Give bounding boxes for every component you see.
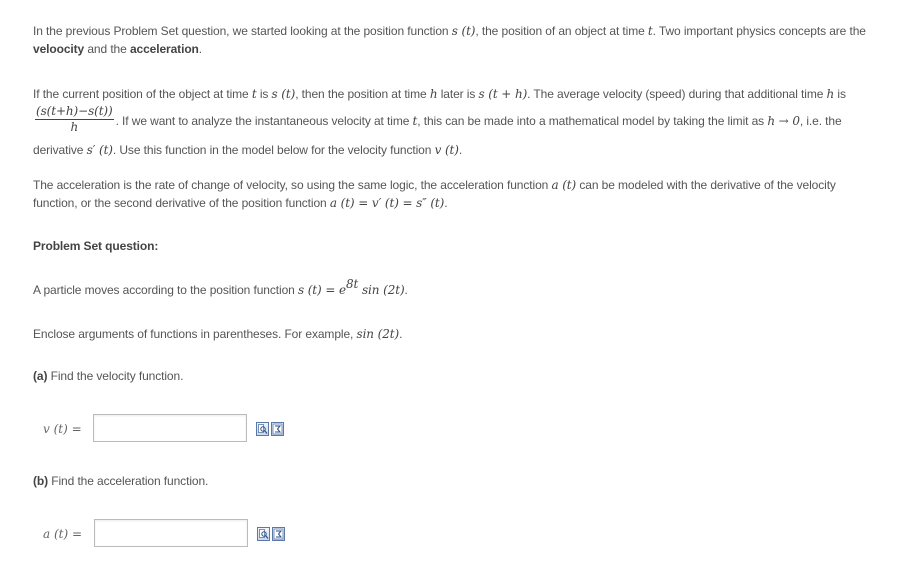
instruction-text-1: Enclose arguments of functions in parentheses. For example, (33, 327, 357, 341)
term-velocity: veloocity (33, 42, 85, 56)
fraction-numerator: (s(t+h)−s(t)) (36, 104, 113, 118)
math-h: h (826, 87, 835, 101)
intro-text-3: . Two important physics concepts are the (652, 24, 866, 38)
difference-quotient (35, 104, 114, 134)
vel-text-2: is (256, 87, 272, 101)
acc-text-2: can be modeled with the derivative of the velocity function, or the second derivative of the position function (33, 178, 836, 210)
velocity-answer-input[interactable] (93, 414, 247, 442)
problem-statement (33, 277, 873, 299)
math-t: t (412, 114, 418, 129)
vel-text-7: . If we want to analyze the instantaneous velocity at time (115, 114, 413, 129)
vel-text-9: , i.e. the derivative (33, 114, 842, 157)
vel-text-5: . The average velocity (speed) during that additional time (527, 87, 827, 101)
math-s-of-t: s (t) (451, 24, 476, 38)
velocity-paragraph (33, 81, 873, 163)
intro-text-2: , the position of an object at time (475, 24, 648, 38)
preview-icon[interactable] (256, 422, 269, 436)
intro-text-1: In the previous Problem Set question, we started looking at the position function (33, 24, 452, 38)
math-s-of-t: s (t) (271, 87, 296, 101)
part-a-text: Find the velocity function. (47, 369, 184, 383)
intro-paragraph (33, 22, 873, 58)
acceleration-answer-input[interactable] (94, 519, 248, 547)
math-derivative: s′ (t) (86, 143, 113, 157)
vel-text-1: If the current position of the object at time (33, 87, 252, 101)
problem-text: A particle moves according to the position function (33, 283, 298, 297)
math-t: t (647, 24, 653, 38)
instruction-text (33, 325, 873, 343)
equation-editor-icon[interactable] (272, 527, 285, 541)
math-position-lhs: s (t) = e (297, 283, 346, 297)
part-a-tag: (a) (33, 369, 48, 383)
math-exponent: 8t (346, 277, 359, 291)
vel-text-8: , this can be made into a mathematical model by taking the limit as (417, 114, 768, 129)
acc-text-1: The acceleration is the rate of change of velocity, so using the same logic, the acceleration function (33, 178, 552, 192)
problem-set-heading: Problem Set question: (33, 239, 159, 253)
vel-text-end: . (458, 143, 463, 157)
part-b-tag: (b) (33, 474, 49, 488)
vel-text-6: is (834, 87, 846, 101)
math-acceleration-equation: a (t) = v′ (t) = s″ (t) (329, 196, 445, 210)
math-position-rhs: sin (2t) (358, 283, 405, 297)
term-acceleration: acceleration (129, 42, 199, 56)
math-example: sin (2t) (356, 327, 400, 341)
vel-text-4: later is (437, 87, 479, 101)
math-t: t (251, 87, 257, 101)
intro-text-end: . (198, 42, 203, 56)
math-v-of-t: v (t) (434, 143, 459, 157)
intro-text-4: and the (84, 42, 130, 56)
math-h: h (429, 87, 438, 101)
vel-text-3: , then the position at time (295, 87, 430, 101)
problem-text-end: . (404, 283, 408, 297)
velocity-label: v (t) = (43, 422, 82, 436)
part-b-prompt (33, 472, 873, 490)
math-a-of-t: a (t) (551, 178, 577, 192)
part-a-prompt (33, 367, 873, 385)
math-s-of-t-plus-h: s (t + h) (478, 87, 528, 101)
preview-icon[interactable] (257, 527, 270, 541)
acceleration-label: a (t) = (43, 527, 83, 541)
instruction-text-end: . (399, 327, 403, 341)
acceleration-paragraph (33, 176, 873, 212)
equation-editor-icon[interactable] (271, 422, 284, 436)
fraction-denominator: h (70, 120, 79, 134)
math-limit: h → 0 (767, 114, 800, 129)
acc-text-end: . (444, 196, 448, 210)
part-b-text: Find the acceleration function. (48, 474, 209, 488)
vel-text-10: . Use this function in the model below for the velocity function (112, 143, 435, 157)
